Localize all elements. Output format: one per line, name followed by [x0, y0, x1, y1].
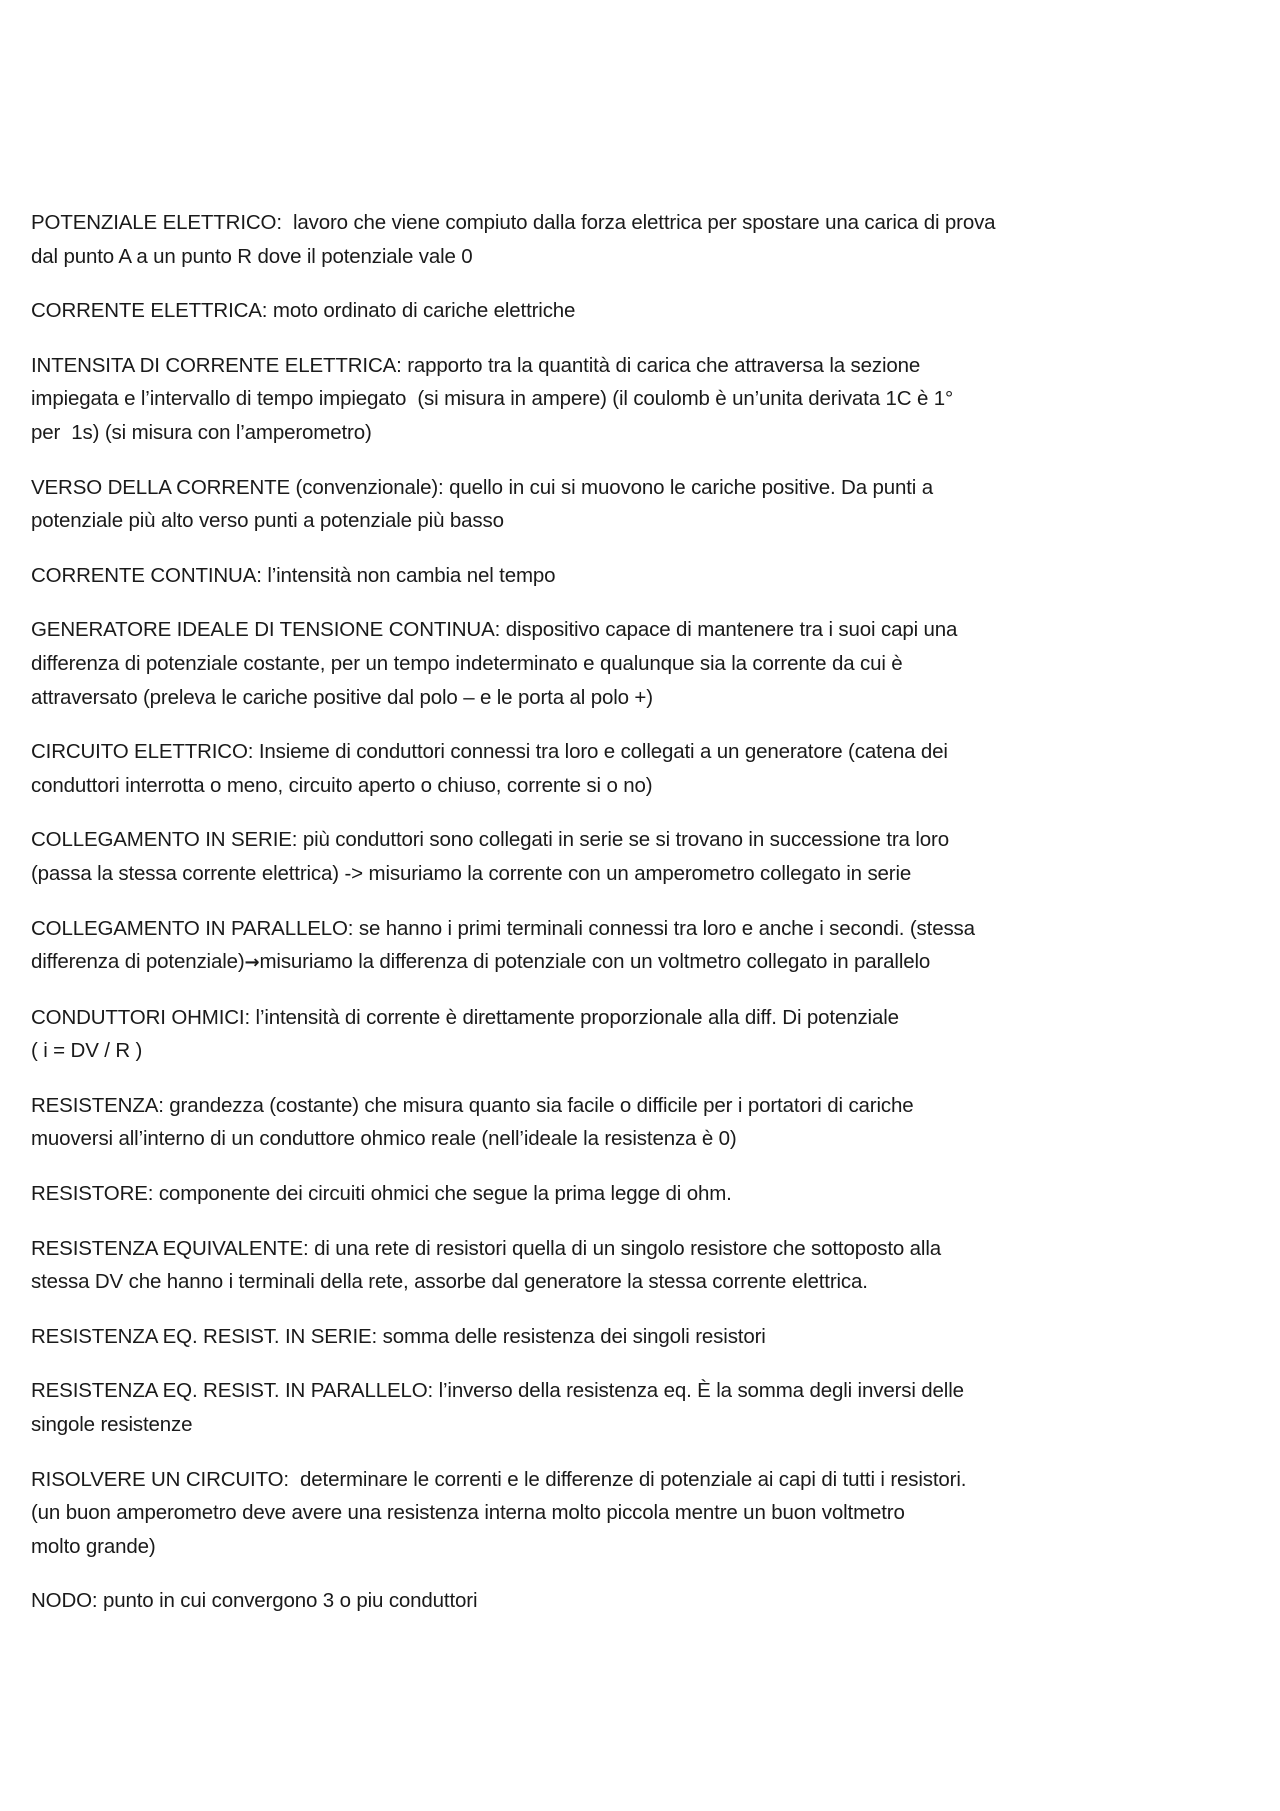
definition-resistenza-serie [31, 1320, 1051, 1354]
text-line: (un buon amperometro deve avere una resistenza interna molto piccola mentre un buon voltmetro [31, 1501, 905, 1525]
text-line: stessa DV che hanno i terminali della rete, assorbe dal generatore la stessa corrente elettrica. [31, 1270, 868, 1294]
definition-nodo [31, 1584, 1051, 1618]
text-line: RESISTENZA: grandezza (costante) che misura quanto sia facile o difficile per i portatori di cariche [31, 1093, 914, 1117]
definition-resistenza [31, 1089, 1051, 1156]
text-line: molto grande) [31, 1534, 156, 1558]
definition-resistenza-parallelo [31, 1374, 1051, 1441]
text-line: COLLEGAMENTO IN SERIE: più conduttori sono collegati in serie se si trovano in successione tra loro [31, 828, 949, 852]
text-line: RISOLVERE UN CIRCUITO: determinare le correnti e le differenze di potenziale ai capi di tutti i resistori. [31, 1467, 967, 1491]
definition-verso-corrente [31, 471, 1051, 538]
text-line: RESISTORE: componente dei circuiti ohmici che segue la prima legge di ohm. [31, 1182, 732, 1206]
text-line: CIRCUITO ELETTRICO: Insieme di conduttori connessi tra loro e collegati a un generatore (catena dei [31, 740, 948, 764]
text-line: differenza di potenziale costante, per un tempo indeterminato e qualunque sia la corrente da cui è [31, 651, 903, 675]
text-line: RESISTENZA EQ. RESIST. IN SERIE: somma delle resistenza dei singoli resistori [31, 1324, 766, 1348]
definition-resistenza-equivalente [31, 1232, 1051, 1299]
text-line: INTENSITA DI CORRENTE ELETTRICA: rapporto tra la quantità di carica che attraversa la sezione [31, 353, 921, 377]
text-line: RESISTENZA EQUIVALENTE: di una rete di resistori quella di un singolo resistore che sottoposto alla [31, 1236, 941, 1260]
definition-conduttori-ohmici [31, 1001, 1051, 1068]
text-line: dal punto A a un punto R dove il potenziale vale 0 [31, 244, 473, 268]
definition-collegamento-parallelo [31, 912, 1051, 980]
text-line: per 1s) (si misura con l’amperometro) [31, 420, 372, 444]
definition-risolvere-circuito [31, 1463, 1051, 1564]
text-line: NODO: punto in cui convergono 3 o piu conduttori [31, 1589, 478, 1613]
right-arrow-icon: → [244, 952, 260, 974]
text-line: impiegata e l’intervallo di tempo impiegato (si misura in ampere) (il coulomb è un’unita derivata 1C è 1° [31, 387, 954, 411]
definition-circuito-elettrico [31, 735, 1051, 802]
text-line: conduttori interrotta o meno, circuito aperto o chiuso, corrente si o no) [31, 773, 653, 797]
text-line: CORRENTE CONTINUA: l’intensità non cambia nel tempo [31, 563, 556, 587]
text-segment: differenza di potenziale) [31, 950, 245, 974]
definition-generatore-ideale [31, 613, 1051, 714]
text-line: ( i = DV / R ) [31, 1039, 143, 1063]
definition-potenziale-elettrico [31, 206, 1051, 273]
text-line: potenziale più alto verso punti a potenziale più basso [31, 509, 504, 533]
text-line: VERSO DELLA CORRENTE (convenzionale): quello in cui si muovono le cariche positive. Da punti a [31, 475, 933, 499]
definition-resistore [31, 1177, 1051, 1211]
definition-collegamento-serie [31, 823, 1051, 890]
text-segment: misuriamo la differenza di potenziale con un voltmetro collegato in parallelo [259, 950, 931, 974]
text-line-with-arrow [31, 945, 1051, 980]
text-line: singole resistenze [31, 1413, 193, 1437]
document-page [31, 206, 1051, 1639]
text-line: RESISTENZA EQ. RESIST. IN PARALLELO: l’inverso della resistenza eq. È la somma degli inversi delle [31, 1379, 964, 1403]
text-line: (passa la stessa corrente elettrica) -> misuriamo la corrente con un amperometro collegato in serie [31, 861, 912, 885]
text-line: muoversi all’interno di un conduttore ohmico reale (nell’ideale la resistenza è 0) [31, 1127, 737, 1151]
text-line: attraversato (preleva le cariche positive dal polo – e le porta al polo +) [31, 685, 653, 709]
definition-corrente-continua [31, 559, 1051, 593]
text-line: GENERATORE IDEALE DI TENSIONE CONTINUA: dispositivo capace di mantenere tra i suoi capi una [31, 618, 958, 642]
definition-intensita-corrente [31, 349, 1051, 450]
text-line: CONDUTTORI OHMICI: l’intensità di corrente è direttamente proporzionale alla diff. Di potenziale [31, 1005, 899, 1029]
definition-corrente-elettrica [31, 294, 1051, 328]
text-line: POTENZIALE ELETTRICO: lavoro che viene compiuto dalla forza elettrica per spostare una carica di prova [31, 211, 996, 234]
text-line: CORRENTE ELETTRICA: moto ordinato di cariche elettriche [31, 299, 576, 323]
text-line: COLLEGAMENTO IN PARALLELO: se hanno i primi terminali connessi tra loro e anche i secondi. (stessa [31, 916, 975, 940]
